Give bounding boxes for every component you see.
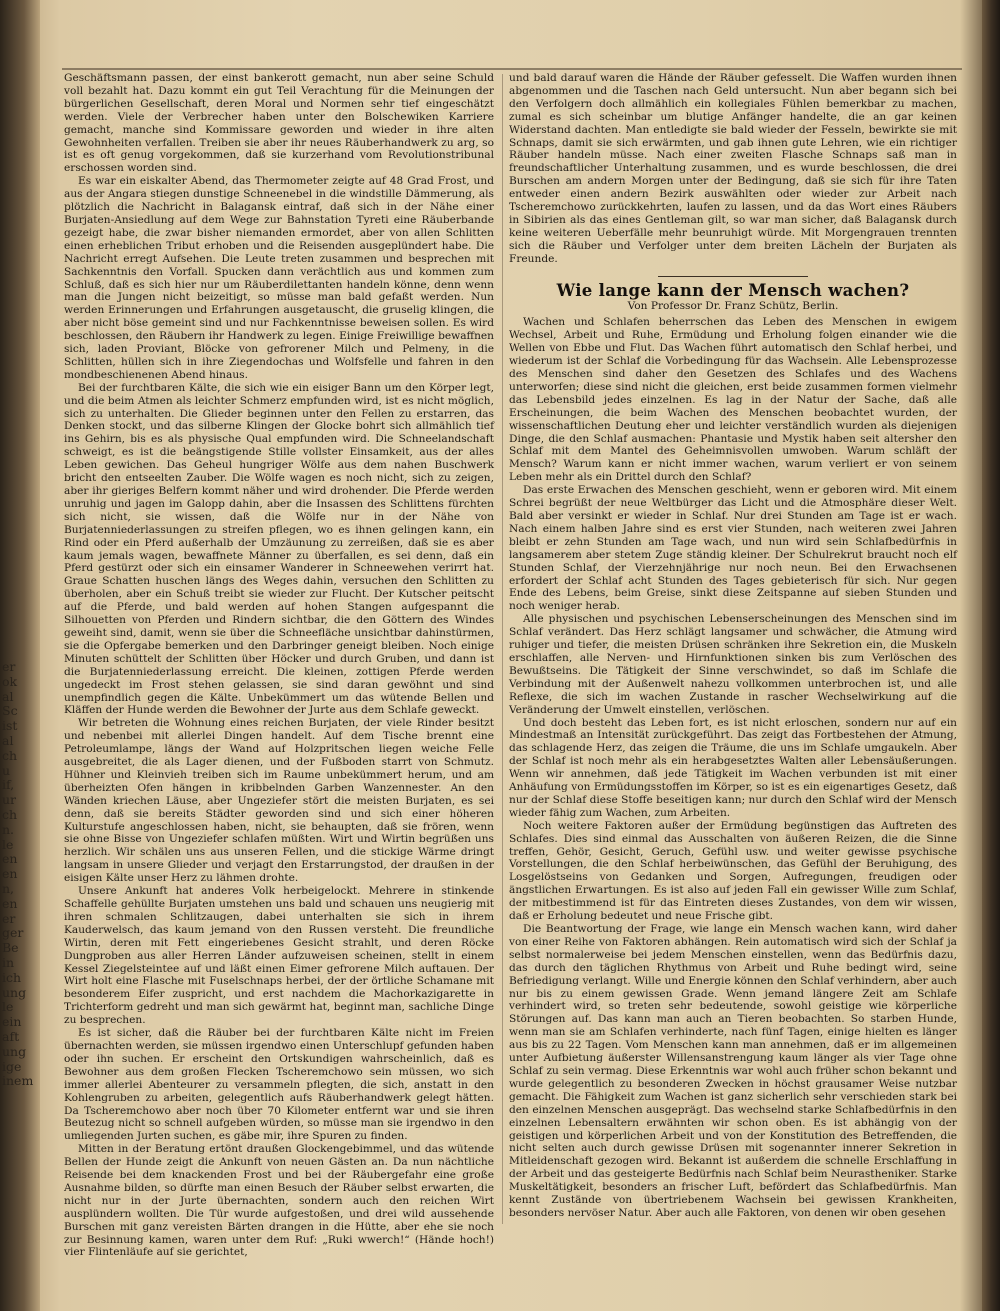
margin-fragment: en <box>2 851 18 867</box>
newspaper-page <box>44 54 974 1279</box>
margin-fragment: aft <box>2 1028 20 1044</box>
previous-page-column-fragment <box>2 660 36 1089</box>
margin-fragment: ein <box>2 1014 22 1030</box>
margin-fragment: le <box>2 836 14 852</box>
article-body <box>509 316 957 1219</box>
margin-fragment: ige <box>2 1058 22 1074</box>
top-rule <box>62 68 962 70</box>
article-paragraph: Die Beantwortung der Frage, wie lange ein Mensch wachen kann, wird daher von einer Reihe von Faktoren abhängen. Rein automatisch wird sich der Schlaf ja selbst normalerweise bei jedem Menschen einstellen, wenn das Bedürfnis dazu, das durch den täglichen Rhythmus von Arbeit und Ruhe bedingt wird, seine Befriedigung verlangt. Wille und Energie können den Schlaf verhindern, aber auch nur bis zu einem gewissen Grade. Wenn jemand längere Zeit am Schlafe verhindert wird, so treten sehr bedeutende, sowohl geistige wie körperliche Störungen auf. Das kann man auch an Tieren beobachten. So starben Hunde, wenn man sie am Schlafen verhinderte, nach fünf Tagen, einige hielten es länger aus bis zu 22 Tagen. Vom Menschen kann man annehmen, daß er im allgemeinen unter Aufbietung äußerster Willensanstrengung kaum länger als vier Tage ohne Schlaf zu sein vermag. Diese Erkenntnis war wohl auch früher schon bekannt und wurde gelegentlich zu besonderen Zwecken in höchst grausamer Weise nutzbar gemacht. Die Fähigkeit zum Wachen ist ganz sicherlich sehr verschieden stark bei den einzelnen Menschen ausgeprägt. Das wechselnd starke Schlafbedürfnis in den einzelnen Lebensaltern erwähnten wir schon oben. Es ist abhängig von der geistigen und körperlichen Arbeit und von der Konstitution des Betreffenden, die nicht selten auch durch gewisse Drüsen mit sogenannter innerer Sekretion in Mitleidenschaft gezogen wird. Bekannt ist außerdem die schnelle Erschlaffung in der Arbeit und das gesteigerte Bedürfnis nach Schlaf beim Neurastheniker. Starke Muskeltätigkeit, besonders an frischer Luft, befördert das Schlafbedürfnis. Man kennt Zustände von übertriebenem Wachsein bei gewissen Krankheiten, besonders nervöser Natur. Aber auch alle Faktoren, von denen wir oben gesehen <box>509 923 957 1219</box>
article-separator <box>658 276 808 277</box>
story-continuation: und bald darauf waren die Hände der Räuber gefesselt. Die Waffen wurden ihnen abgenommen und die Taschen nach Geld untersucht. Nun aber begann sich bei den Verfolgern doch allmählich ein kollegiales Fühlen bemerkbar zu machen, zumal es sich scheinbar um blutige Anfänger handelte, die an gar keinen Widerstand dachten. Man entledigte sie bald wieder der Fesseln, bewirkte sie mit Schnaps, damit sie sich erwärmten, und gab ihnen gute Lehren, wie ein richtiger Räuber handeln müsse. Nach einer zweiten Flasche Schnaps saß man in freundschaftlicher Unterhaltung zusammen, und es wurde beschlossen, die drei Burschen am andern Morgen unter der Bedingung, daß sie sich für ihre Taten entweder einen andern Bezirk auswählten oder wieder zur Arbeit nach Tscheremchowo zurückkehrten, laufen zu lassen, und da das Wort eines Räubers in Sibirien als das eines Gentleman gilt, so war man sicher, daß Balagansk durch keine weiteren Ueberfälle mehr beunruhigt würde. Mit Morgengrauen trennten sich die Räuber und Verfolger unter dem breiten Lächeln der Burjaten als Freunde. <box>509 72 957 265</box>
margin-fragment: n. <box>2 821 15 837</box>
article-byline: Von Professor Dr. Franz Schütz, Berlin. <box>627 299 839 312</box>
left-column-paragraph: Es ist sicher, daß die Räuber bei der furchtbaren Kälte nicht im Freien übernachten werden, sie müssen irgendwo einen Unterschlupf gefunden haben oder ihn suchen. Er erscheint den Ortskundigen wahrscheinlich, daß es Bewohner aus dem großen Flecken Tscheremchowo sein müssen, wo sich immer allerlei Abenteurer zu versammeln pflegten, die sich, anstatt in den Kohlengruben zu arbeiten, gelegentlich aufs Räuberhandwerk gelegt hätten. Da Tscheremchowo aber noch über 70 Kilometer entfernt war und sie ihren Beutezug nicht so schnell aufgeben würden, so müsse man sie irgendwo in den umliegenden Jurten suchen, es gäbe mir, ihre Spuren zu finden. <box>64 1027 494 1143</box>
right-binding-edge <box>982 0 1000 1311</box>
margin-fragment: Be <box>2 940 19 956</box>
article-paragraph: Alle physischen und psychischen Lebenserscheinungen des Menschen sind im Schlaf verändert. Das Herz schlägt langsamer und schwächer, die Atmung wird ruhiger und tiefer, die meisten Drüsen schränken ihre Sekretion ein, die Muskeln erschlaffen, alle Nerven- und Hirnfunktionen sinken bis zum Verlöschen des Bewußtseins. Die Tätigkeit der Sinne verschwindet, so daß im Schlafe die Verbindung mit der Außenwelt nahezu vollkommen unterbrochen ist, und alle Reflexe, die sich im wachen Zustande in rascher Wechselwirkung auf die Veränderung der Umwelt einstellen, verlöschen. <box>509 613 957 716</box>
left-column <box>64 72 494 1259</box>
right-column <box>509 72 957 1232</box>
margin-fragment: ist <box>2 718 18 734</box>
article-paragraph: Noch weitere Faktoren außer der Ermüdung begünstigen das Auftreten des Schlafes. Dies sind einmal das Ausschalten von äußeren Reizen, die die Sinne treffen, Gehör, Gesicht, Geruch, Gefühl usw. und weiter gewisse psychische Vorstellungen, die den Schlaf herbeiwünschen, das Gefühl der Beruhigung, des Losgelöstseins von Gedanken und Sorgen, Aufregungen, freudigen oder ängstlichen Erwartungen. Es ist also auf jeden Fall ein gewisser Wille zum Schlaf, der mitbestimmend ist für das Eintreten dieses Zustandes, von dem wir wissen, daß er Erholung bedeutet und neue Frische gibt. <box>509 819 957 923</box>
margin-fragment: al <box>2 732 14 748</box>
margin-fragment: en <box>2 866 18 882</box>
margin-fragment: ich <box>2 969 22 985</box>
margin-fragment: if, <box>2 777 15 793</box>
margin-fragment: le <box>2 999 14 1015</box>
binding-gutter <box>0 0 40 1311</box>
margin-fragment: ung <box>2 1043 27 1059</box>
column-divider <box>502 74 503 1224</box>
left-column-paragraph: Mitten in der Beratung ertönt draußen Glockengebimmel, und das wütende Bellen der Hunde zeigt die Ankunft von neuen Gästen an. Da nun nächtliche Reisende bei dem knackenden Frost und bei der Räubergefahr eine große Ausnahme bilden, so dürfte man einen Besuch der Räuber selbst erwarten, die nicht nur in der Jurte übernachten, sondern auch den reichen Wirt ausplündern wollten. Die Tür wurde aufgestoßen, und drei wild aussehende Burschen mit ganz vereisten Bärten drangen in die Hütte, aber ehe sie noch zur Besinnung kamen, waren unter dem Ruf: „Ruki wwerch!“ (Hände hoch!) vier Flintenläufe auf sie gerichtet, <box>64 1143 494 1259</box>
left-column-paragraph: Wir betreten die Wohnung eines reichen Burjaten, der viele Rinder besitzt und nebenbei mit allerlei Dingen handelt. Auf dem Tische brennt eine Petroleumlampe, längs der Wand auf Holzpritschen liegen weiche Felle ausgebreitet, die als Lager dienen, und der Fußboden starrt von Schmutz. Hühner und Kleinvieh treiben sich im Raume unbekümmert herum, und am überheizten Ofen hängen in kribbelnden Garben Wanzennester. An den Wänden kriechen Läuse, aber Ungeziefer stört die meisten Burjaten, es sei denn, daß sie bereits Städter geworden sind und sich einer höheren Kulturstufe angeschlossen haben, nicht, sie behaupten, daß sie frören, wenn sie ohne Bisse von Ungeziefer schlafen müßten. Wirt und Wirtin begrüßen uns herzlich. Wir schälen uns aus unseren Fellen, und die stickige Wärme dringt langsam in unsere Glieder und verjagt den Erstarrungstod, der draußen in der eisigen Kälte unser Herz zu lähmen drohte. <box>64 717 494 885</box>
margin-fragment: ur <box>2 792 17 808</box>
margin-fragment: er <box>2 910 16 926</box>
margin-fragment: ch <box>2 747 18 763</box>
margin-fragment: n, <box>2 880 15 896</box>
article-paragraph: Wachen und Schlafen beherrschen das Leben des Menschen in ewigem Wechsel, Arbeit und Ruhe, Ermüdung und Erholung folgen einander wie die Wellen von Ebbe und Flut. Das Wachen führt automatisch den Schlaf herbei, und wiederum ist der Schlaf die Vorbedingung für das Wachsein. Alle Lebensprozesse des Menschen sind daher den Gesetzen des Schlafes und des Wachens unterworfen; diese sind nicht die gleichen, erst beide zusammen formen vielmehr das Lebensbild jedes einzelnen. Es lag in der Natur der Sache, daß alle Erscheinungen, die beim Wachen des Menschen beobachtet wurden, der wissenschaftlichen Deutung eher und leichter verständlich wurden als diejenigen Dinge, die den Schlaf ausmachen: Phantasie und Mystik haben seit altersher den Schlaf mit dem Mantel des Geheimnisvollen umwoben. Warum schläft der Mensch? Warum kann er nicht immer wachen, warum verliert er von seinem Leben mehr als ein Drittel durch den Schlaf? <box>509 316 957 484</box>
margin-fragment: al <box>2 688 14 704</box>
margin-fragment: inem <box>2 1073 34 1089</box>
left-column-paragraph: Es war ein eiskalter Abend, das Thermometer zeigte auf 48 Grad Frost, und aus der Angara stiegen dunstige Schneenebel in die windstille Dämmerung, als plötzlich die Nachricht in Balagansk eintraf, daß sich in der Nähe einer Burjaten-Ansiedlung auf dem Wege zur Bahnstation Tyreti eine Räuberbande gezeigt habe, die zwar bisher niemanden ermordet, aber von allen Schlitten einen erheblichen Tribut erhoben und die Reisenden ausgeplündert habe. Die Nachricht erregt Aufsehen. Die Leute treten zusammen und besprechen mit Sachkenntnis den Vorfall. Spucken dann verächtlich aus und kommen zum Schluß, daß es sich hier nur um Räuberdilettanten handeln könne, denn wenn man die Jungen nicht beizeitigt, so müsse man bald gefaßt werden. Nun werden Erinnerungen und Erfahrungen ausgetauscht, die gruselig klingen, die aber nicht böse gemeint sind und nur Fachkenntnisse beweisen sollen. Es wird beschlossen, den Räubern ihr Handwerk zu legen. Einige Freiwillige bewaffnen sich, laden Proviant, Blöcke von gefrorener Milch und Pelmeny, in die Schlitten, hüllen sich in ihre Ziegendochas und Wolfsfelle und fahren in den mondbeschienenen Abend hinaus. <box>64 175 494 381</box>
left-column-paragraph: Unsere Ankunft hat anderes Volk herbeigelockt. Mehrere in stinkende Schaffelle gehüllte Burjaten umstehen uns bald und schauen uns neugierig mit ihren schmalen Schlitzaugen, dabei unterhalten sie sich in ihrem Kauderwelsch, das kaum jemand von den Russen versteht. Die freundliche Wirtin, deren mit Fett eingeriebenes Gesicht strahlt, und deren Röcke Dungproben aus aller Herren Länder aufzuweisen scheinen, stellt in einem Kessel Ziegelsteintee auf und läßt einen Eimer gefrorene Milch auftauen. Der Wirt holt eine Flasche mit Fuselschnaps herbei, der der örtliche Schamane mit besonderem Eifer zuspricht, und erst nachdem die Machorkazigarette in Trichterform gedreht und man sich gewärmt hat, beginnt man, sachliche Dinge zu besprechen. <box>64 885 494 1027</box>
margin-fragment: ung <box>2 984 27 1000</box>
margin-fragment: Sc <box>2 703 18 719</box>
article-paragraph: Das erste Erwachen des Menschen geschieht, wenn er geboren wird. Mit einem Schrei begrüßt der neue Weltbürger das Licht und die Atmosphäre dieser Welt. Bald aber versinkt er wieder in Schlaf. Nur drei Stunden am Tage ist er wach. Nach einem halben Jahre sind es erst vier Stunden, nach weiteren zwei Jahren bleibt er zehn Stunden am Tage wach, und nun wird sein Schlafbedürfnis in langsamerem aber stetem Zuge ständig kleiner. Der Schulrekrut braucht noch elf Stunden Schlaf, der Vierzehnjährige nur noch neun. Bei den Erwachsenen erfordert der Schlaf acht Stunden des Tages gebieterisch für sich. Nur gegen Ende des Lebens, beim Greise, sinkt diese Zeitspanne auf sieben Stunden und noch weniger herab. <box>509 484 957 613</box>
margin-fragment: ger <box>2 925 24 941</box>
margin-fragment: u <box>2 762 11 778</box>
margin-fragment: ch <box>2 806 18 822</box>
margin-fragment: er <box>2 659 16 674</box>
article-paragraph: Und doch besteht das Leben fort, es ist nicht erloschen, sondern nur auf ein Mindestmaß an Intensität zurückgeführt. Das zeigt das Fortbestehen der Atmung, das schlagende Herz, das zeigen die Träume, die uns im Schlafe umgaukeln. Aber der Schlaf ist noch mehr als ein herabgesetztes Walten aller Lebensäußerungen. Wenn wir annehmen, daß jede Tätigkeit im Wachen verbunden ist mit einer Anhäufung von Ermüdungsstoffen im Körper, so ist es ein eigenartiges Gesetz, daß nur der Schlaf diese Stoffe beseitigen kann; nur durch den Schlaf wird der Mensch wieder fähig zum Wachen, zum Arbeiten. <box>509 716 957 819</box>
left-column-paragraph: Geschäftsmann passen, der einst bankerott gemacht, nun aber seine Schuld voll bezahlt hat. Dazu kommt ein gut Teil Verachtung für die Meinungen der bürgerlichen Gesellschaft, deren Moral und Normen sehr tief eingeschätzt werden. Viele der Verbrecher haben unter den Bolschewiken Karriere gemacht, manche sind Kommissare geworden und wieder in ihre alten Gewohnheiten verfallen. Treiben sie aber ihr neues Räuberhandwerk zu arg, so ist es oft genug vorgekommen, daß sie kurzerhand vom Revolutionstribunal erschossen worden sind. <box>64 72 494 175</box>
left-column-paragraph: Bei der furchtbaren Kälte, die sich wie ein eisiger Bann um den Körper legt, und die beim Atmen als leichter Schmerz empfunden wird, ist es nicht möglich, sich zu unterhalten. Die Glieder beginnen unter den Fellen zu erstarren, das Denken stockt, und das silberne Klingen der Glocke bohrt sich allmählich tief ins Gehirn, bis es als physische Qual empfunden wird. Die Schneelandschaft schweigt, es ist die beängstigende Stille vollster Einsamkeit, aus der alles Leben gewichen. Das Geheul hungriger Wölfe aus dem nahen Buschwerk bricht den entseelten Zauber. Die Wölfe wagen es noch nicht, sich zu zeigen, aber ihr gieriges Belfern kommt näher und wird drohender. Die Pferde werden unruhig und jagen im Galopp dahin, aber die Insassen des Schlittens fürchten sich nicht, sie wissen, daß die Wölfe nur in der Nähe von Burjatenniederlassungen zu streifen pflegen, wo es ihnen gelingen kann, ein Rind oder ein Pferd außerhalb der Umzäunung zu zerreißen, daß sie es aber kaum jemals wagen, bewaffnete Männer zu überfallen, es sei denn, daß ein Pferd gestürzt oder sich ein einsamer Wanderer in Schneewehen verirrt hat. Graue Schatten huschen längs des Weges dahin, versuchen den Schlitten zu überholen, aber ein Schuß treibt sie wieder zur Flucht. Der Kutscher peitscht auf die Pferde, und bald werden auf hohen Stangen aufgespannt die Silhouetten von Pferden und Rindern sichtbar, die den Göttern des Windes geweiht sind, damit, wenn sie über die Schneefläche unsichtbar dahinstürmen, sie die Opfergabe bemerken und den Darbringer geneigt bleiben. Noch einige Minuten schüttelt der Schlitten über Höcker und durch Gruben, und dann ist die Burjatenniederlassung erreicht. Die kleinen, zottigen Pferde werden ungedeckt im Frost stehen gelassen, sie sind daran gewöhnt und sind unempfindlich gegen die Kälte. Unbekümmert um das wütende Bellen und Kläffen der Hunde werden die Bewohner der Jurte aus dem Schlafe geweckt. <box>64 381 494 717</box>
margin-fragment: ok <box>2 673 18 689</box>
article-title: Wie lange kann der Mensch wachen? <box>556 280 910 300</box>
margin-fragment: en <box>2 895 18 911</box>
margin-fragment: in <box>2 954 15 970</box>
